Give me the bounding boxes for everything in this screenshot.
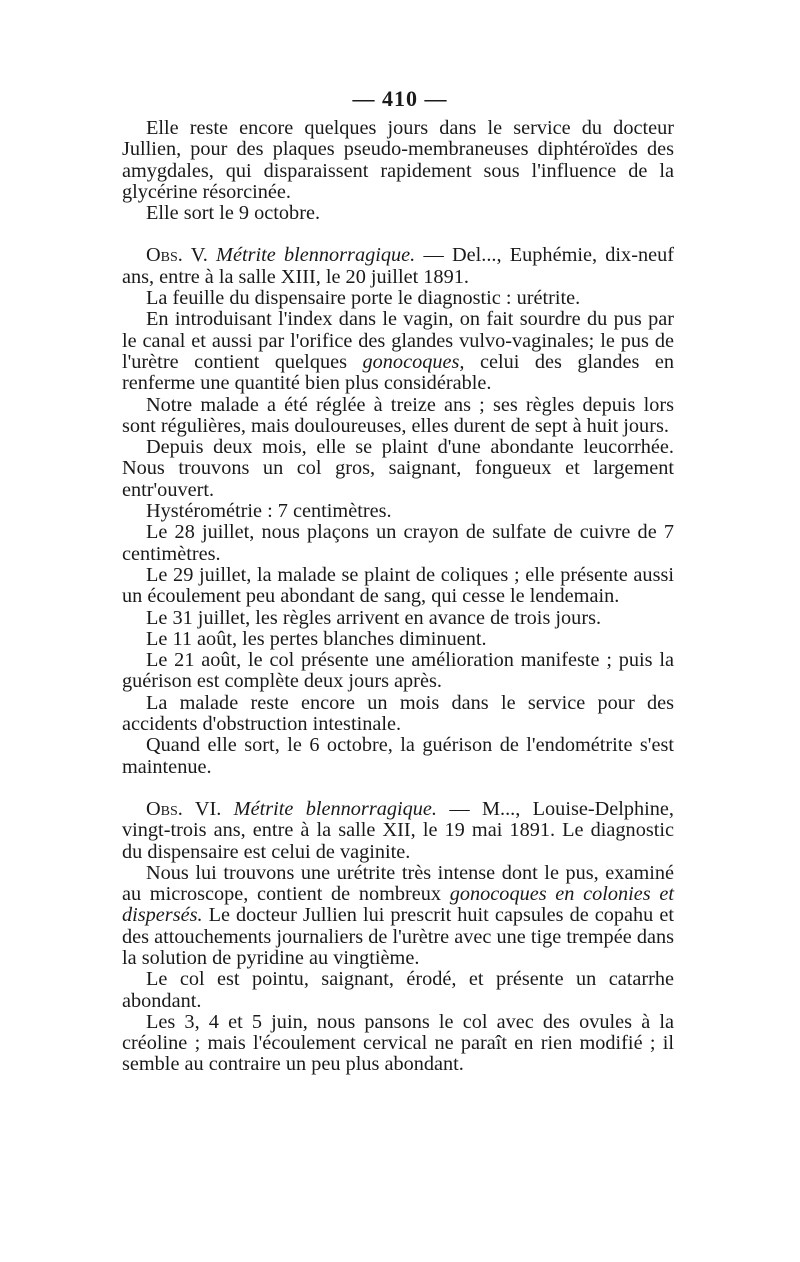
paragraph-italic: gonocoques en colonies et dispersés.	[122, 883, 674, 927]
observation-5-heading	[122, 245, 674, 288]
paragraph: Elle sort le 9 octobre.	[146, 202, 321, 225]
paragraph-italic: gonocoques,	[362, 350, 465, 373]
observation-label: Obs. VI.	[146, 797, 222, 820]
paragraph-text: Nous lui trouvons une urétrite très intense dont le pus, examiné au microscope, contient de nombreux	[122, 861, 674, 906]
paragraph: Le 28 juillet, nous plaçons un crayon de sulfate de cuivre de 7 centimètres.	[122, 521, 674, 565]
paragraph: Le 31 juillet, les règles arrivent en avance de trois jours.	[146, 606, 602, 629]
paragraph: Hystérométrie : 7 centimètres.	[146, 500, 392, 523]
paragraph: La malade reste encore un mois dans le service pour des accidents d'obstruction intestinale.	[122, 691, 674, 736]
observation-title: Métrite blennorragique.	[233, 797, 437, 820]
paragraph	[122, 863, 674, 969]
paragraph: Depuis deux mois, elle se plaint d'une abondante leucorrhée. Nous trouvons un col gros, saignant, fongueux et largement entr'ouvert.	[122, 436, 674, 501]
paragraph: Quand elle sort, le 6 octobre, la guérison de l'endométrite s'est maintenue.	[122, 734, 674, 778]
page-number: — 410 —	[352, 86, 448, 111]
observation-intro: — Del..., Euphémie, dix-neuf ans, entre à la salle XIII, le 20 juillet 1891.	[122, 244, 674, 288]
paragraph: Les 3, 4 et 5 juin, nous pansons le col avec des ovules à la créoline ; mais l'écoulement cervical ne paraît en rien modifié ; il semble au contraire un peu plus abondant.	[122, 1010, 674, 1076]
paragraph: Notre malade a été réglée à treize ans ; ses règles depuis lors sont régulières, mais douloureuses, elles durent de sept à huit jours.	[122, 393, 674, 437]
paragraph: Elle reste encore quelques jours dans le service du docteur Jullien, pour des plaques pseudo-membraneuses diphtéroïdes des amygdales, qui disparaissent rapidement sous l'influence de la glycérine résorcinée.	[122, 117, 674, 203]
observation-6-heading	[122, 799, 674, 863]
body-text	[122, 118, 674, 1076]
paragraph: Le 21 août, le col présente une amélioration manifeste ; puis la guérison est complète deux jours après.	[122, 649, 674, 693]
paragraph: Le col est pointu, saignant, érodé, et présente un catarrhe abondant.	[122, 968, 674, 1012]
observation-intro: — M..., Louise-Delphine, vingt-trois ans, entre à la salle XII, le 19 mai 1891. Le diagnostic du dispensaire est celui de vaginite.	[122, 797, 675, 863]
paragraph-text: En introduisant l'index dans le vagin, on fait sourdre du pus par le canal et aussi par l'orifice des glandes vulvo-vaginales; le pus de l'urètre contient quelques	[122, 308, 674, 373]
paragraph: Le 29 juillet, la malade se plaint de coliques ; elle présente aussi un écoulement peu abondant de sang, qui cesse le lendemain.	[122, 563, 674, 608]
paragraph: La feuille du dispensaire porte le diagnostic : urétrite.	[146, 287, 581, 310]
observation-title: Métrite blennorragique.	[216, 244, 416, 267]
paragraph-text: Le docteur Jullien lui prescrit huit capsules de copahu et des attouchements journaliers de l'urètre avec une tige trempée dans la solution de pyridine au vingtième.	[122, 904, 674, 969]
paragraph: Le 11 août, les pertes blanches diminuent.	[146, 627, 487, 650]
observation-label: Obs. V.	[146, 244, 208, 267]
paragraph-text: celui des glandes en renferme une quantité bien plus considérable.	[122, 350, 674, 395]
paragraph	[122, 309, 674, 394]
